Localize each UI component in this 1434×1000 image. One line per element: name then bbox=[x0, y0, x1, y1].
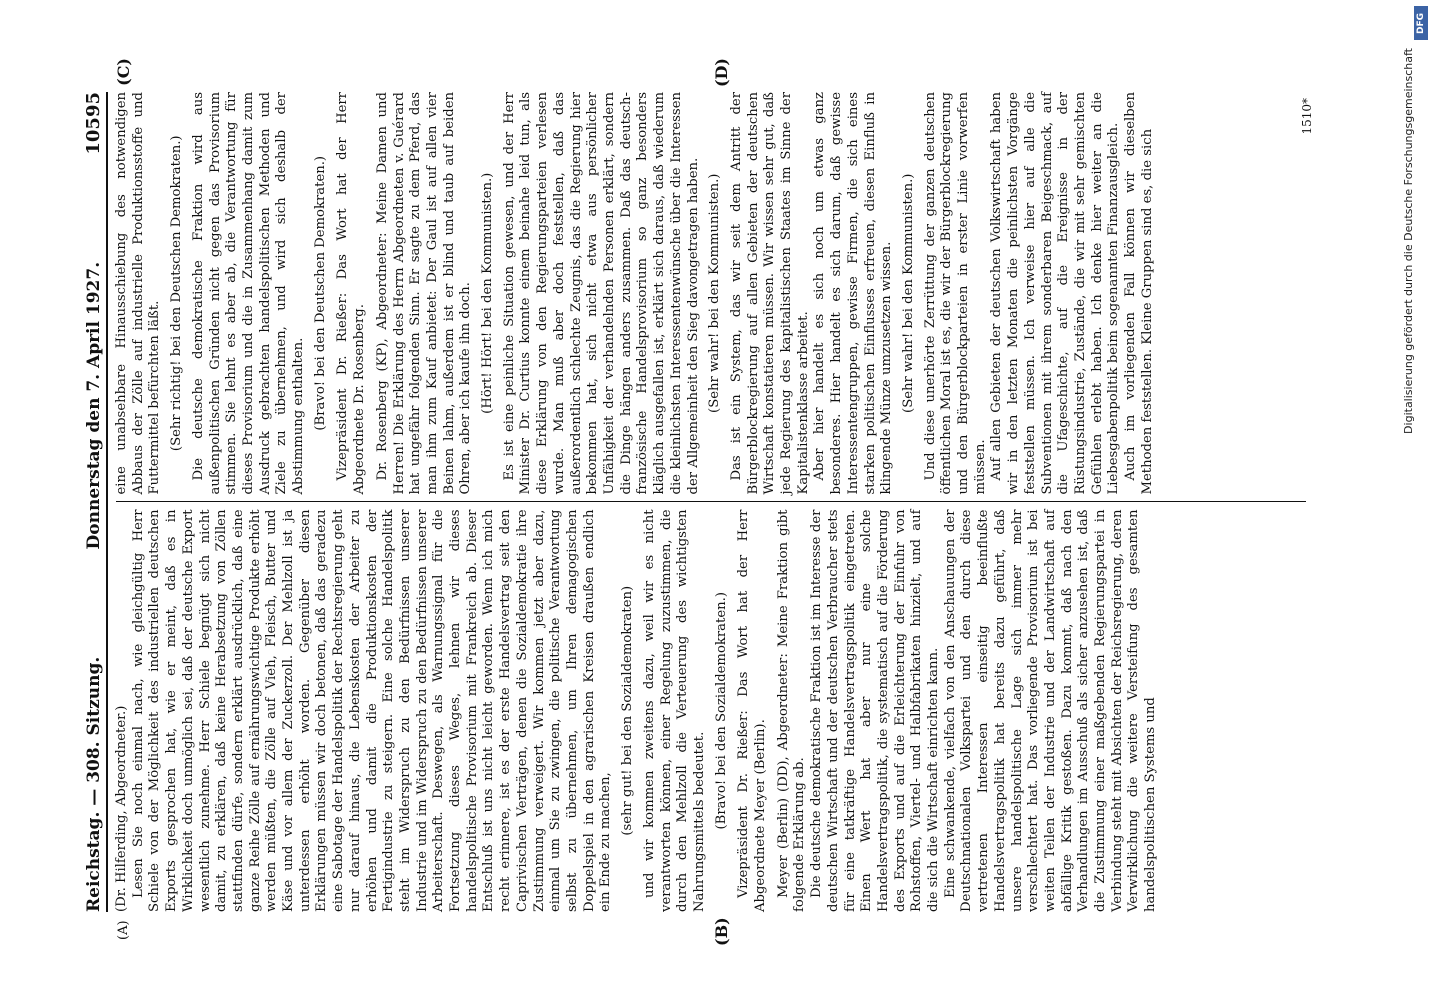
margin-marker-d: (D) bbox=[712, 58, 731, 88]
funding-credit bbox=[1390, 20, 1430, 980]
paragraph: Dr. Rosenberg (KP), Abgeordneter: Meine Damen und Herren! Die Erklärung des Herrn Abgeordneten v. Guérard hat ungefähr folgenden Sinn. Er sagte zu dem Pferd, das man ihm zum Kauf anbietet: Der Gaul ist auf allen vier Beinen lahm, außerdem ist er blind und taub auf beiden Ohren, aber ich kaufe ihn doch. bbox=[374, 92, 474, 495]
paragraph: Die deutsche demokratische Fraktion ist im Interesse der deutschen Wirtschaft und der deutschen Verbraucher stets für eine tatkräftige Handelsvertragspolitik eingetreten. Einen Wert hat aber nur eine solche Handelsvertragspolitik, die systematisch auf die Förderung des Exports und auf die Erleichterung der Einfuhr von Rohstoffen, Viertel- und Halbfabrikaten hinzielt, und auf die sich die Wirtschaft einrichten kann. bbox=[809, 509, 942, 912]
reaction: (Bravo! bei den Sozialdemokraten.) bbox=[713, 592, 729, 830]
right-column bbox=[114, 58, 1315, 502]
paragraph: Eine schwankende, vielfach von den Anschauungen der Deutschnationalen Volkspartei und den durch diese vertretenen Interessen einseitig beeinflußte Handelsvertragspolitik hat bereits dazu geführt, daß unsere handelspolitische Lage sich immer mehr verschlechtert hat. Das vorliegende Provisorium ist bei weiten Teilen der Industrie und der Landwirtschaft auf abfällige Kritik gestoßen. Dazu kommt, daß nach den Verhandlungen im Ausschuß als sicher anzusehen ist, daß die Zustimmung einer maßgebenden Regierungspartei in Verbindung steht mit Absichten der Reichsregierung, deren Verwirklichung die weitere Versteifung des gesamten handelspolitischen Systems und bbox=[942, 509, 1159, 912]
paragraph: Auf allen Gebieten der deutschen Volkswirtschaft haben wir in den letzten Monaten die peinlichsten Vorgänge feststellen müssen. Ich verweise hier auf alle die Subventionen mit ihrem sonderbaren Beigeschmack, auf die Ufageschichte, auf die Ereignisse in der Rüstungsindustrie, Zustände, die wir mit sehr gemischten Gefühlen erlebt haben. Ich denke hier weiter an die Liebesgabenpolitik beim sogenannten Finanzausgleich. bbox=[989, 92, 1122, 495]
header-date: Donnerstag den 7. April 1927. bbox=[84, 261, 104, 550]
speaker-line: (Dr. Hilferding, Abgeordneter.) bbox=[114, 705, 129, 912]
paragraph: Lesen Sie noch einmal nach, wie gleichgültig Herr Schiele von der Möglichkeit des industriellen deutschen Exports gesprochen hat, wie er meint, daß es in Wirklichkeit doch unmöglich sei, daß der deutsche Export wesentlich zunehme. Herr Schiele begnügt sich nicht damit, zu erklären, daß keine Herabsetzung von Zöllen stattfinden dürfe, sondern erklärt ausdrücklich, daß eine ganze Reihe Zölle auf ernährungswichtige Produkte erhöht werden müßten, die Zölle auf Vieh, Fleisch, Butter und Käse und vor allem der Zuckerzoll. Der Mehlzoll ist ja unterdessen erhöht worden. Gegenüber diesen Erklärungen müssen wir doch betonen, daß das geradezu eine Sabotage der Handelspolitik der Rechtsregierung geht nur darauf hinaus, die Lebenskosten der Arbeiter zu erhöhen und damit die Produktionskosten der Fertigindustrie zu steigern. Eine solche Handelspolitik steht im Widerspruch zu den Bedürfnissen unserer Industrie und im Widerspruch zu den Bedürfnissen unserer Arbeiterschaft. Deswegen, als Warnungssignal für die Fortsetzung dieses Weges, lehnen wir dieses handelspolitische Provisorium mit Frankreich ab. Dieser Entschluß ist uns nicht leicht geworden. Wenn ich mich recht erinnere, ist es der erste Handelsvertrag seit den Caprivischen Verträgen, denen die Sozialdemokratie ihre Zustimmung verweigert. Wir kommen jetzt aber dazu, einmal um Sie zu zwingen, die politische Verantwortung selbst zu übernehmen, um Ihren demagogischen Doppelspiel in den agrarischen Kreisen draußen endlich ein Ende zu machen, bbox=[130, 509, 614, 912]
page-number: 10595 bbox=[83, 92, 104, 155]
paragraph: Und diese unerhörte Zerrüttung der ganzen deutschen öffentlichen Moral ist es, die wir der Bürgerblockregierung und den Bürgerblockparteien in erster Linie vorwerfen müssen. bbox=[922, 92, 988, 495]
margin-marker-b: (B) bbox=[712, 917, 731, 946]
reaction: (Hört! Hört! bei den Kommunisten.) bbox=[480, 172, 496, 414]
reaction: (Sehr richtig! bei den Deutschen Demokraten.) bbox=[169, 135, 185, 452]
paragraph: und wir kommen zweitens dazu, weil wir es nicht verantworten können, einer Regelung zuzustimmen, die durch den Mehlzoll die Verteuerung des wichtigsten Nahrungsmittels bedeutet. bbox=[641, 509, 707, 912]
paragraph: Die deutsche demokratische Fraktion wird aus außenpolitischen Gründen nicht gegen das Provisorium stimmen. Sie lehnt es aber ab, die Verantwortung für dieses Provisorium und die in Zusammenhang damit zum Ausdruck gebrachten handelspolitischen Methoden und Ziele zu übernehmen, und wird sich deshalb der Abstimmung enthalten. bbox=[190, 92, 307, 495]
newspaper-page bbox=[80, 58, 1340, 946]
margin-marker-a: (A) bbox=[116, 920, 131, 940]
paragraph: Aber hier handelt es sich noch um etwas ganz besonderes. Hier handelt es sich darum, daß gewisse Interessentengruppen, gewisse Firmen, die sich eines starken politischen Einflusses erfreuen, diesen Einfluß in klingende Münze umzusetzen wissen. bbox=[812, 92, 895, 495]
paragraph: Das ist ein System, das wir seit dem Antritt der Bürgerblockregierung auf allen Gebieten der deutschen Wirtschaft konstatieren müssen. Wir wissen sehr gut, daß jede Regierung des kapitalistischen Staates im Sinne der Kapitalistenklasse arbeitet. bbox=[728, 92, 811, 495]
margin-marker-c: (C) bbox=[114, 58, 133, 86]
page-header bbox=[80, 92, 108, 912]
paragraph: Vizepräsident Dr. Rießer: Das Wort hat der Herr Abgeordnete Dr. Rosenberg. bbox=[335, 92, 368, 495]
paragraph: Auch im vorliegenden Fall können wir dieselben Methoden feststellen. Kleine Gruppen sind es, die sich bbox=[1123, 92, 1155, 495]
signature-number: 1510* bbox=[1300, 98, 1315, 135]
header-left: Reichstag. — 308. Sitzung. bbox=[84, 656, 104, 912]
credit-text: Digitalisierung gefördert durch die Deutsche Forschungsgemeinschaft bbox=[1402, 48, 1415, 434]
text-columns bbox=[114, 58, 1334, 946]
paragraph: Meyer (Berlin) (DD), Abgeordneter: Meine Fraktion gibt folgende Erklärung ab. bbox=[775, 509, 808, 912]
reaction: (Bravo! bei den Deutschen Demokraten.) bbox=[312, 155, 328, 431]
left-column bbox=[114, 503, 1314, 946]
reaction: (sehr gut! bei den Sozialdemokraten) bbox=[620, 585, 636, 836]
paragraph: Vizepräsident Dr. Rießer: Das Wort hat der Herr Abgeordnete Meyer (Berlin). bbox=[736, 509, 769, 912]
reaction: (Sehr wahr! bei den Kommunisten.) bbox=[707, 173, 723, 413]
paragraph: Es ist eine peinliche Situation gewesen, und der Herr Minister Dr. Curtius konnte einem beinahe leid tun, als diese Erklärung von den Regierungsparteien verlesen wurde. Man muß aber doch feststellen, daß das außerordentlich schlechte Zeugnis, das die Regierung hier bekommen hat, sich nicht etwa aus persönlicher Unfähigkeit der verhandelnden Personen erklärt, sondern die Dinge hängen anders zusammen. Daß das deutsch-französische Handelsprovisorium so ganz besonders kläglich ausgefallen ist, erklärt sich daraus, daß wiederum die kleinlichsten Interessentenwünsche über die Interessen der Allgemeinheit den Sieg davongetragen haben. bbox=[501, 92, 701, 495]
dfg-logo: DFG bbox=[1414, 6, 1428, 40]
paragraph: eine unabsehbare Hinausschiebung des notwendigen Abbaus der Zölle auf industrielle Produktionsstoffe und Futtermittel befürchten läßt. bbox=[114, 92, 163, 495]
rotated-document bbox=[80, 58, 1340, 946]
reaction: (Sehr wahr! bei den Kommunisten.) bbox=[900, 173, 916, 413]
